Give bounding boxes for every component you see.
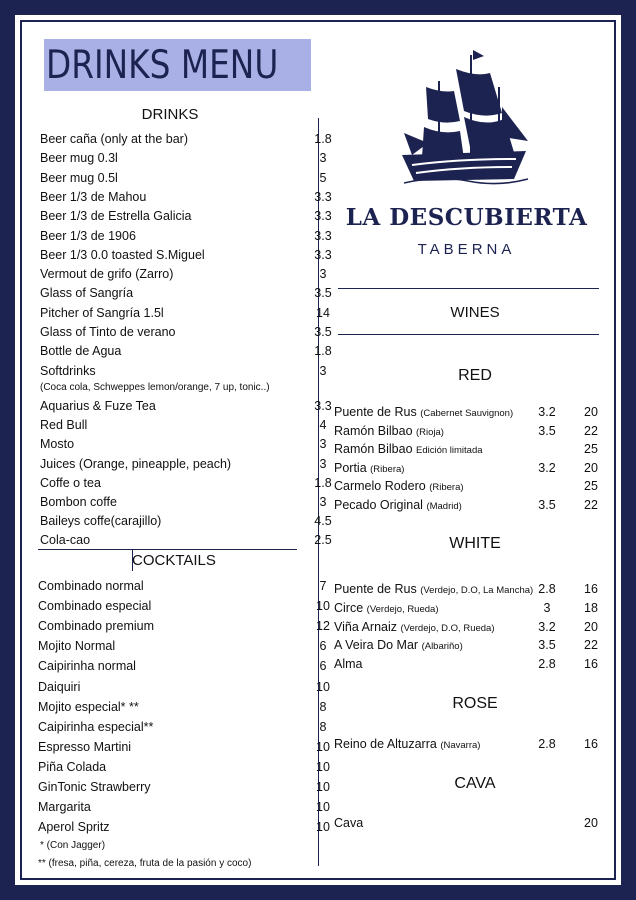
cocktails-heading: COCKTAILS (132, 552, 216, 569)
item-name: Daiquiri (38, 679, 81, 694)
menu-item (38, 656, 327, 676)
wine-title: Viña Arnaiz (334, 619, 398, 634)
item-price: 6 (319, 659, 327, 674)
wine-glass-price: 3.2 (538, 619, 556, 634)
wine-glass-price: 3.5 (538, 498, 556, 512)
item-price: 3.3 (314, 399, 332, 413)
red-heading: RED (458, 367, 492, 384)
wine-detail: (Verdejo, Rueda) (366, 603, 439, 615)
item-name: Vermout de grifo (Zarro) (40, 267, 174, 282)
item-price: 10 (316, 599, 330, 614)
menu-item (40, 473, 332, 493)
wine-bottle-price: 20 (584, 460, 598, 475)
wine-item (334, 422, 606, 440)
wine-bottle-price: 25 (584, 479, 598, 494)
menu-item (38, 697, 327, 717)
wine-title: Pecado Original (334, 498, 423, 512)
item-name: Mojito especial* ** (38, 699, 139, 714)
menu-item (40, 434, 327, 454)
item-price: 10 (316, 679, 330, 694)
wine-name (334, 403, 513, 423)
wine-name (334, 440, 483, 460)
item-price: 4 (319, 418, 327, 433)
wine-title: Alma (334, 657, 363, 672)
wine-item (334, 599, 606, 617)
item-price: 3.3 (314, 189, 332, 204)
wine-item (334, 477, 606, 495)
wine-item (334, 655, 606, 673)
menu-item (40, 226, 332, 246)
item-price: 5 (319, 170, 327, 185)
item-price: 10 (316, 800, 330, 815)
menu-item (38, 677, 330, 697)
item-name: Aperol Spritz (38, 820, 110, 835)
item-name: Combinado premium (38, 619, 155, 634)
item-price: 12 (316, 619, 330, 634)
wine-item (334, 814, 606, 832)
item-name: Caipirinha especial** (38, 719, 154, 734)
item-price: 7 (319, 579, 327, 593)
menu-item (40, 341, 332, 361)
item-name: Caipirinha normal (38, 659, 136, 674)
item-name: Beer 1/3 de Mahou (40, 189, 147, 204)
menu-item (38, 797, 330, 817)
menu-item (40, 148, 327, 168)
wine-item (334, 440, 606, 458)
item-name: Glass of Sangría (40, 286, 134, 301)
item-price: 8 (319, 719, 327, 734)
item-name: Aquarius & Fuze Tea (40, 399, 156, 413)
menu-item (40, 415, 327, 435)
wine-title: A Veira Do Mar (334, 638, 419, 653)
wine-item (334, 496, 606, 514)
item-name: Combinado especial (38, 599, 152, 614)
menu-item (40, 511, 332, 531)
wine-detail: (Cabernet Sauvignon) (420, 408, 514, 419)
wine-detail: (Verdejo, D.O, La Mancha) (420, 585, 534, 596)
wine-glass-price: 3.5 (538, 423, 556, 438)
item-price: 10 (316, 820, 330, 835)
wine-item (334, 403, 606, 421)
item-price: 10 (316, 739, 330, 754)
wine-name (334, 496, 462, 516)
wine-item (334, 459, 606, 477)
cocktails-note-2: ** (fresa, piña, cereza, fruta de la pasión y coco) (38, 858, 252, 869)
menu-item (40, 129, 332, 149)
menu-item (40, 187, 332, 207)
wine-name (334, 599, 438, 619)
wine-bottle-price: 18 (584, 600, 598, 615)
item-price: 3 (319, 267, 327, 282)
item-price: 10 (316, 759, 330, 774)
sailing-ship-icon (398, 47, 530, 187)
wine-bottle-price: 20 (584, 405, 598, 419)
item-price: 3 (319, 456, 327, 471)
item-name: Glass of Tinto de verano (40, 325, 176, 339)
wine-title: Ramón Bilbao (334, 442, 413, 457)
item-price: 3.3 (314, 228, 332, 243)
item-name: Espresso Martini (38, 739, 132, 754)
wine-detail: (Ribera) (429, 482, 464, 494)
wine-item (334, 636, 606, 654)
menu-item (40, 322, 332, 342)
item-price: 1.8 (314, 475, 332, 490)
wine-detail: Edición limitada (416, 445, 483, 457)
menu-item (40, 283, 332, 303)
wine-glass-price: 2.8 (538, 737, 556, 751)
wine-name (334, 655, 362, 673)
menu-item (38, 576, 327, 596)
wine-item (334, 580, 606, 598)
wine-name (334, 459, 404, 479)
item-price: 8 (319, 699, 327, 714)
item-price: 3 (319, 363, 327, 378)
menu-item (40, 396, 332, 416)
page-title: DRINKS MENU (46, 43, 279, 88)
item-price: 3.5 (314, 325, 332, 339)
wine-name (334, 618, 495, 638)
item-name: Mojito Normal (38, 639, 116, 654)
wine-bottle-price: 16 (584, 582, 598, 596)
cocktails-rule (38, 549, 297, 550)
item-name: Cola-cao (40, 533, 91, 548)
wine-glass-price: 2.8 (538, 582, 556, 596)
item-name: GinTonic Strawberry (38, 780, 151, 794)
item-price: 6 (319, 639, 327, 654)
item-name: Bombon coffe (40, 495, 117, 509)
item-name: Red Bull (40, 418, 88, 433)
wines-rule-top (338, 288, 599, 289)
wine-detail: (Rioja) (416, 426, 444, 438)
item-price: 3 (319, 437, 327, 452)
wine-title: Puente de Rus (334, 582, 417, 596)
wine-bottle-price: 20 (584, 619, 598, 634)
wine-title: Puente de Rus (334, 405, 417, 419)
rose-heading: ROSE (452, 695, 498, 712)
wine-name (334, 580, 533, 600)
wine-name (334, 422, 444, 442)
wine-name (334, 735, 480, 755)
menu-item (40, 245, 332, 265)
drinks-heading: DRINKS (141, 106, 199, 123)
wine-bottle-price: 16 (584, 737, 598, 751)
menu-item (38, 817, 330, 837)
logo (398, 47, 530, 187)
wines-heading: WINES (450, 304, 500, 321)
wine-name (334, 814, 363, 832)
wines-rule-bottom (338, 334, 599, 335)
item-price: 3.5 (314, 286, 332, 301)
item-name: Margarita (38, 800, 91, 815)
item-name: Mosto (40, 437, 75, 452)
wine-detail: (Navarra) (440, 740, 481, 751)
white-heading: WHITE (449, 535, 501, 552)
wine-item (334, 735, 606, 753)
item-price: 4.5 (314, 514, 332, 529)
wine-name (334, 636, 463, 656)
item-name: Softdrinks (40, 363, 96, 378)
item-price: 10 (316, 780, 330, 794)
item-name: Beer mug 0.5l (40, 170, 118, 185)
wine-glass-price: 3 (543, 600, 551, 615)
wine-bottle-price: 25 (584, 442, 598, 457)
item-price: 14 (316, 305, 330, 320)
wine-bottle-price: 16 (584, 657, 598, 672)
menu-item (38, 616, 330, 636)
menu-item (38, 777, 330, 797)
item-price: 1.8 (314, 344, 332, 359)
wine-bottle-price: 22 (584, 498, 598, 512)
item-price: 1.8 (314, 132, 332, 146)
wine-detail: (Ribera) (370, 463, 405, 475)
item-price: 3 (319, 151, 327, 166)
menu-item (40, 303, 330, 323)
cava-heading: CAVA (454, 775, 496, 792)
item-name: Beer 1/3 de 1906 (40, 228, 136, 243)
wine-detail: (Madrid) (426, 501, 462, 512)
menu-item (38, 636, 327, 656)
wine-title: Cava (334, 816, 364, 830)
menu-item (40, 264, 327, 284)
menu-item (38, 717, 327, 737)
item-name: Beer mug 0.3l (40, 151, 118, 166)
item-price: 3 (319, 495, 327, 509)
wine-title: Carmelo Rodero (334, 479, 426, 494)
wine-glass-price: 3.2 (538, 460, 556, 475)
item-name: Coffe o tea (40, 475, 101, 490)
wine-bottle-price: 20 (584, 816, 598, 830)
wine-detail: (Verdejo, D.O, Rueda) (400, 622, 495, 634)
item-price: 3.3 (314, 209, 332, 224)
wine-title: Ramón Bilbao (334, 423, 413, 438)
wine-name (334, 477, 464, 497)
brand-name: LA DESCUBIERTA (345, 204, 588, 231)
wine-title: Reino de Altuzarra (334, 737, 437, 751)
item-name: Baileys coffe(carajillo) (40, 514, 162, 529)
brand-subtitle: TABERNA (417, 241, 516, 258)
item-name: Beer caña (only at the bar) (40, 132, 188, 146)
menu-item (40, 454, 327, 474)
menu-item (38, 596, 330, 616)
item-name: Juices (Orange, pineapple, peach) (40, 456, 232, 471)
wine-bottle-price: 22 (584, 423, 598, 438)
menu-item (40, 361, 327, 381)
wine-glass-price: 3.5 (538, 638, 556, 653)
menu-item (40, 492, 327, 512)
wine-title: Circe (334, 600, 364, 615)
item-name: Beer 1/3 de Estrella Galicia (40, 209, 192, 224)
item-name: Pitcher of Sangría 1.5l (40, 305, 164, 320)
wine-detail: (Albariño) (421, 641, 463, 653)
wine-bottle-price: 22 (584, 638, 598, 653)
item-name: Piña Colada (38, 759, 107, 774)
menu-item (40, 530, 332, 550)
item-name: Bottle de Agua (40, 344, 122, 359)
softdrinks-note: (Coca cola, Schweppes lemon/orange, 7 up, tonic..) (40, 382, 270, 393)
item-price: 3.3 (314, 247, 332, 262)
wine-glass-price: 2.8 (538, 657, 556, 672)
item-name: Combinado normal (38, 579, 144, 593)
menu-item (38, 757, 330, 777)
wine-item (334, 618, 606, 636)
menu-item (38, 737, 330, 757)
menu-item (40, 206, 332, 226)
wine-glass-price: 3.2 (538, 405, 556, 419)
wine-title: Portia (334, 460, 367, 475)
item-price: 2.5 (314, 533, 332, 548)
menu-item (40, 168, 327, 188)
item-name: Beer 1/3 0.0 toasted S.Miguel (40, 247, 205, 262)
cocktails-note-1: * (Con Jagger) (40, 840, 106, 851)
